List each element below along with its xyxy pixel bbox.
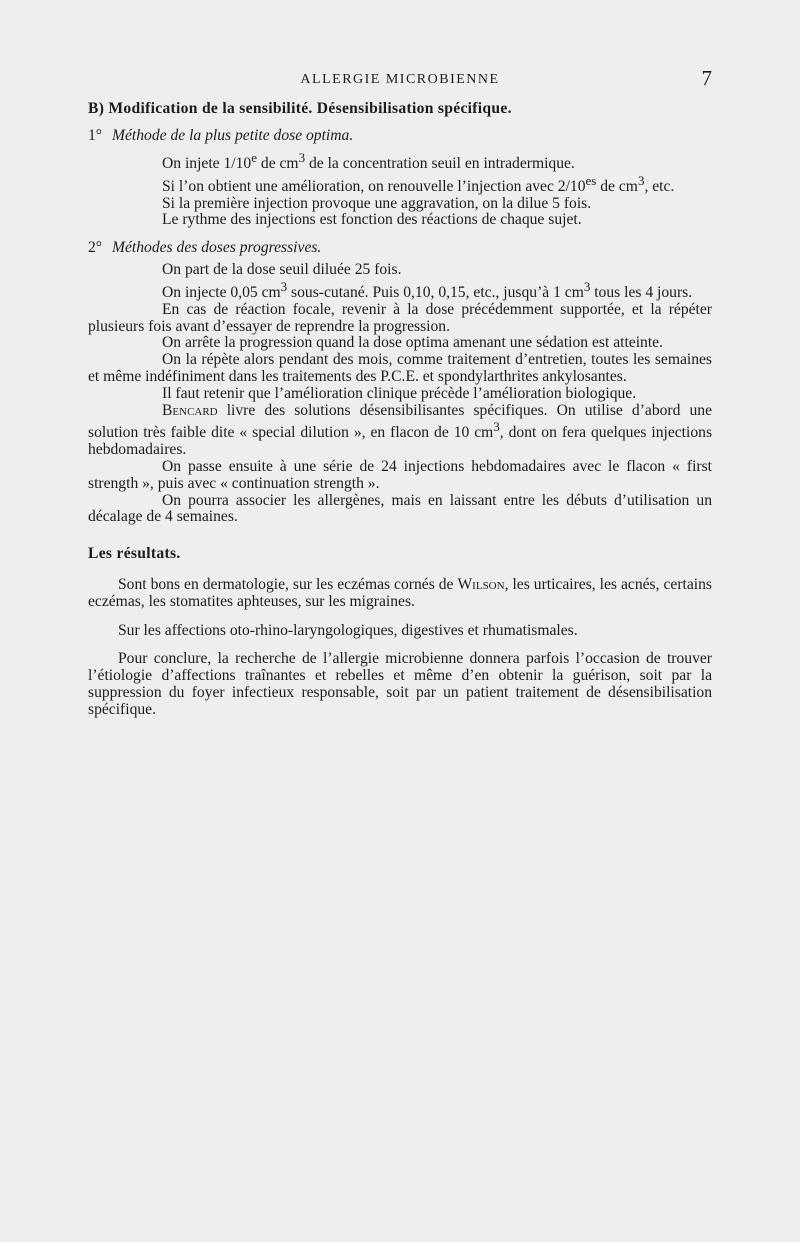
method-2-paragraph-6: Il faut retenir que l’amélioration clinique précède l’amélioration biologique.	[162, 384, 637, 402]
method-2-paragraph-7: Bencard livre des solutions désensibilisantes spécifiques. On utilise d’abord une solution très faible dite « special dilution », en flacon de 10 $cm^3$, dont on fera quelques injections hebdomadaires.	[88, 401, 713, 459]
results-paragraph-2: Sur les affections oto-rhino-laryngologiques, digestives et rhumatismales.	[118, 621, 578, 639]
method-2-paragraph-5: On la répète alors pendant des mois, comme traitement d’entretien, toutes les semaines et même indéfiniment dans les traitements des P.C.E. et spondylarthrites ankylosantes.	[88, 351, 712, 385]
method-1-heading	[88, 128, 712, 145]
method-2-paragraph-1: On part de la dose seuil diluée 25 fois.	[162, 260, 402, 278]
method-2-number: 2°	[88, 239, 103, 257]
method-1-title: Méthode de la plus petite dose optima.	[112, 126, 354, 144]
method-2-paragraph-2: On injecte 0,05 $cm^3$ sous-cutané. Puis 0,10, 0,15, etc., jusqu’à 1 $cm^3$ tous les 4 jours.	[162, 278, 693, 301]
method-1-number: 1°	[88, 126, 103, 144]
page-body	[88, 101, 712, 731]
method-2-paragraph-3: En cas de réaction focale, revenir à la dose précédemment supportée, et la répéter plusieurs fois avant d’essayer de reprendre la progression.	[88, 300, 712, 335]
running-title: ALLERGIE MICROBIENNE	[300, 72, 500, 87]
results-paragraph-3: Pour conclure, la recherche de l’allergie microbienne donnera parfois l’occasion de trouver l’étiologie d’affections traînantes et rebelles et même d’en obtenir la guérison, soit par la suppression du foyer infectieux responsable, soit par un patient traitement de désensibilisation spécifique.	[88, 650, 712, 718]
method-1-paragraph-4: Le rythme des injections est fonction des réactions de chaque sujet.	[162, 211, 582, 229]
method-2-paragraph-8: On passe ensuite à une série de 24 injections hebdomadaires avec le flacon « first strength », puis avec « continuation strength ».	[88, 458, 712, 492]
section-b-heading: B) Modification de la sensibilité. Désensibilisation spécifique.	[88, 100, 512, 117]
method-2-heading	[88, 240, 712, 257]
method-2-title: Méthodes des doses progressives.	[112, 239, 322, 257]
page-header	[88, 68, 712, 92]
results-heading: Les résultats.	[88, 545, 181, 563]
method-1-paragraph-3: Si la première injection provoque une aggravation, on la dilue 5 fois.	[162, 194, 592, 212]
results-paragraph-1: Sont bons en dermatologie, sur les eczémas cornés de Wilson, les urticaires, les acnés, certains eczémas, les stomatites aphteuses, sur les migraines.	[88, 576, 712, 610]
method-2-paragraph-4: On arrête la progression quand la dose optima amenant une sédation est atteinte.	[162, 334, 664, 352]
method-1-paragraph-2: Si l’on obtient une amélioration, on renouvelle l’injection avec $2/10^{es}$ de $cm^3$, etc.	[162, 172, 675, 195]
method-2-paragraph-9: On pourra associer les allergènes, mais en laissant entre les débuts d’utilisation un décalage de 4 semaines.	[88, 491, 712, 526]
method-1-paragraph-1: On injete 1/10e de $cm^3$ de la concentration seuil en intradermique.	[162, 149, 575, 172]
page-number: 7	[701, 66, 712, 90]
